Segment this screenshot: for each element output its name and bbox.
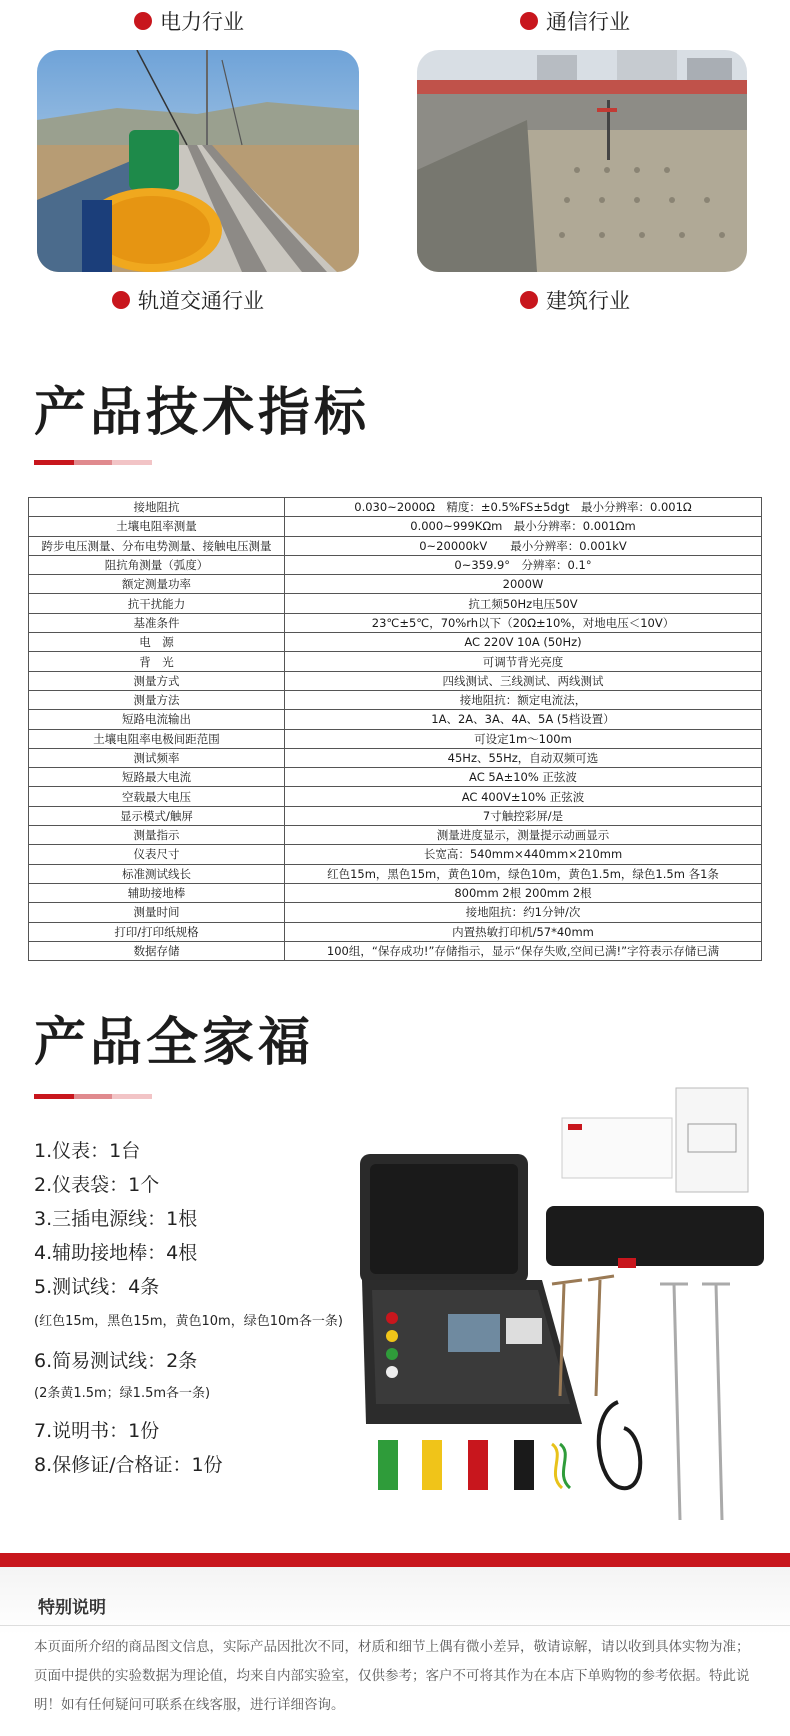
title-underline-bar bbox=[34, 1094, 152, 1099]
industry-label-building: 建筑行业 bbox=[520, 285, 630, 315]
list-item: 6.简易测试线：2条 bbox=[34, 1350, 198, 1372]
spec-value-cell: AC 220V 10A (50Hz) bbox=[285, 633, 762, 652]
spec-section-title: 产品技术指标 bbox=[34, 383, 371, 443]
spec-value-cell: 100组，“保存成功!”存储指示，显示“保存失败,空间已满!”字符表示存储已满 bbox=[285, 941, 762, 960]
spec-key-cell: 测量方法 bbox=[29, 690, 285, 709]
construction-photo bbox=[417, 50, 747, 272]
list-item-note: (2条黄1.5m；绿1.5m各一条) bbox=[34, 1386, 211, 1401]
list-item: 4.辅助接地棒：4根 bbox=[34, 1242, 198, 1264]
spec-key-cell: 跨步电压测量、分布电势测量、接触电压测量 bbox=[29, 536, 285, 555]
spec-value-cell: 1A、2A、3A、4A、5A (5档设置） bbox=[285, 710, 762, 729]
spec-key-cell: 短路电流输出 bbox=[29, 710, 285, 729]
spec-table bbox=[28, 497, 762, 961]
industry-label-power: 电力行业 bbox=[134, 6, 244, 36]
notice-text: 本页面所介绍的商品图文信息，实际产品因批次不同，材质和细节上偶有微小差异，敬请谅解，请以收到具体实物为准；页面中提供的实验数据为理论值，均来自内部实验室，仅供参考；客户不可将其作为在本店下单购物的参考依据。特此说明！如有任何疑问可联系在线客服，进行详细咨询。 bbox=[34, 1639, 750, 1713]
table-row bbox=[29, 845, 762, 864]
spec-value-cell: 0~359.9° 分辨率：0.1° bbox=[285, 555, 762, 574]
bullet-dot-icon bbox=[134, 12, 152, 30]
spec-value-cell: 接地阻抗：约1分钟/次 bbox=[285, 903, 762, 922]
industry-label-rail: 轨道交通行业 bbox=[112, 285, 264, 315]
list-item: 3.三插电源线：1根 bbox=[34, 1208, 198, 1230]
table-row bbox=[29, 498, 762, 517]
spec-value-cell: 接地阻抗：额定电流法， bbox=[285, 690, 762, 709]
spec-value-cell: AC 5A±10% 正弦波 bbox=[285, 768, 762, 787]
table-row bbox=[29, 806, 762, 825]
spec-key-cell: 测试频率 bbox=[29, 748, 285, 767]
table-row bbox=[29, 729, 762, 748]
industry-label-telecom: 通信行业 bbox=[520, 6, 630, 36]
spec-value-cell: 红色15m，黑色15m，黄色10m，绿色10m，黄色1.5m，绿色1.5m 各1条 bbox=[285, 864, 762, 883]
spec-key-cell: 打印/打印纸规格 bbox=[29, 922, 285, 941]
bullet-dot-icon bbox=[520, 291, 538, 309]
list-item: 1.仪表：1台 bbox=[34, 1140, 141, 1162]
spec-key-cell: 显示模式/触屏 bbox=[29, 806, 285, 825]
spec-key-cell: 接地阻抗 bbox=[29, 498, 285, 517]
spec-value-cell: 内置热敏打印机/57*40mm bbox=[285, 922, 762, 941]
spec-key-cell: 标准测试线长 bbox=[29, 864, 285, 883]
table-row bbox=[29, 652, 762, 671]
table-row bbox=[29, 826, 762, 845]
spec-key-cell: 短路最大电流 bbox=[29, 768, 285, 787]
bullet-dot-icon bbox=[112, 291, 130, 309]
list-item: 8.保修证/合格证：1份 bbox=[34, 1454, 223, 1476]
spec-value-cell: 2000W bbox=[285, 575, 762, 594]
spec-key-cell: 额定测量功率 bbox=[29, 575, 285, 594]
spec-value-cell: 可设定1m～100m bbox=[285, 729, 762, 748]
table-row bbox=[29, 748, 762, 767]
spec-value-cell: 23℃±5℃，70%rh以下（20Ω±10%，对地电压＜10V） bbox=[285, 613, 762, 632]
railway-photo bbox=[37, 50, 359, 272]
table-row bbox=[29, 575, 762, 594]
table-row bbox=[29, 633, 762, 652]
list-item: 2.仪表袋：1个 bbox=[34, 1174, 160, 1196]
table-row bbox=[29, 671, 762, 690]
product-family-photo bbox=[356, 1084, 774, 1526]
spec-value-cell: 长宽高：540mm×440mm×210mm bbox=[285, 845, 762, 864]
spec-key-cell: 空载最大电压 bbox=[29, 787, 285, 806]
table-row bbox=[29, 922, 762, 941]
table-row bbox=[29, 517, 762, 536]
spec-key-cell: 测量时间 bbox=[29, 903, 285, 922]
spec-value-cell: 45Hz、55Hz，自动双频可选 bbox=[285, 748, 762, 767]
spec-value-cell: 0.030~2000Ω 精度：±0.5%FS±5dgt 最小分辨率：0.001Ω bbox=[285, 498, 762, 517]
spec-key-cell: 阻抗角测量（弧度） bbox=[29, 555, 285, 574]
list-item: 7.说明书：1份 bbox=[34, 1420, 160, 1442]
table-row bbox=[29, 941, 762, 960]
table-row bbox=[29, 536, 762, 555]
spec-key-cell: 电 源 bbox=[29, 633, 285, 652]
table-row bbox=[29, 710, 762, 729]
spec-value-cell: 0.000~999KΩm 最小分辨率：0.001Ωm bbox=[285, 517, 762, 536]
spec-key-cell: 仪表尺寸 bbox=[29, 845, 285, 864]
family-section-title: 产品全家福 bbox=[34, 1013, 315, 1073]
table-row bbox=[29, 594, 762, 613]
spec-value-cell: AC 400V±10% 正弦波 bbox=[285, 787, 762, 806]
spec-value-cell: 0~20000kV 最小分辨率：0.001kV bbox=[285, 536, 762, 555]
notice-title-divider bbox=[0, 1625, 790, 1626]
table-row bbox=[29, 883, 762, 902]
spec-key-cell: 辅助接地棒 bbox=[29, 883, 285, 902]
table-row bbox=[29, 787, 762, 806]
family-list bbox=[34, 1136, 374, 1484]
spec-value-cell: 测量进度显示，测量提示动画显示 bbox=[285, 826, 762, 845]
spec-key-cell: 抗干扰能力 bbox=[29, 594, 285, 613]
table-row bbox=[29, 903, 762, 922]
list-item-note: (红色15m，黑色15m，黄色10m，绿色10m各一条) bbox=[34, 1314, 343, 1329]
list-item: 5.测试线：4条 bbox=[34, 1276, 160, 1298]
spec-key-cell: 土壤电阻率测量 bbox=[29, 517, 285, 536]
table-row bbox=[29, 864, 762, 883]
spec-key-cell: 数据存储 bbox=[29, 941, 285, 960]
spec-key-cell: 基准条件 bbox=[29, 613, 285, 632]
table-row bbox=[29, 613, 762, 632]
spec-key-cell: 测量方式 bbox=[29, 671, 285, 690]
spec-key-cell: 测量指示 bbox=[29, 826, 285, 845]
spec-value-cell: 800mm 2根 200mm 2根 bbox=[285, 883, 762, 902]
title-underline-bar bbox=[34, 460, 152, 465]
bullet-dot-icon bbox=[520, 12, 538, 30]
spec-value-cell: 四线测试、三线测试、两线测试 bbox=[285, 671, 762, 690]
notice-title: 特别说明 bbox=[38, 1598, 106, 1618]
spec-value-cell: 抗工频50Hz电压50V bbox=[285, 594, 762, 613]
spec-value-cell: 7寸触控彩屏/是 bbox=[285, 806, 762, 825]
table-row bbox=[29, 690, 762, 709]
table-row bbox=[29, 555, 762, 574]
spec-value-cell: 可调节背光亮度 bbox=[285, 652, 762, 671]
notice-divider-band bbox=[0, 1553, 790, 1567]
spec-key-cell: 背 光 bbox=[29, 652, 285, 671]
table-row bbox=[29, 768, 762, 787]
spec-key-cell: 土壤电阻率电极间距范围 bbox=[29, 729, 285, 748]
